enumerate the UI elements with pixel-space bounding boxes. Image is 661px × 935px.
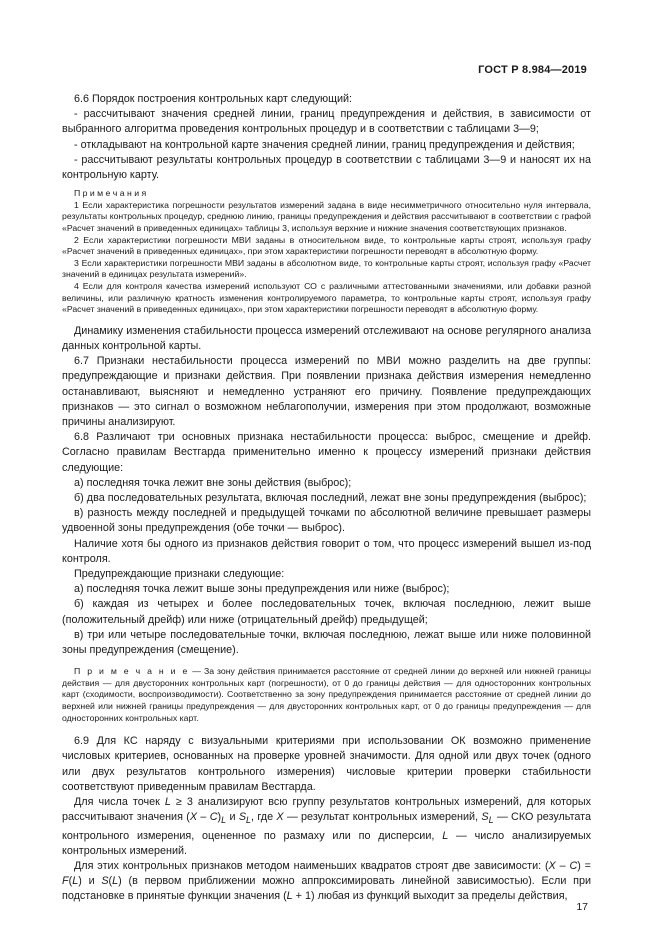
section-6-6-title: 6.6 Порядок построения контрольных карт следующий: (74, 93, 353, 105)
dynamics-paragraph: Динамику изменения стабильности процесса измерений отслеживают на основе регулярного анализа данных контрольной карты. (62, 324, 591, 352)
note-zones-text: — За зону действия принимается расстояние от средней линии до верхней или нижней границы действия — для двусторонних контрольных карт (погрешности), от 0 до границы действия — для односторонних контрольных карт (сходимости, воспроизводимости). Соответственно за зону предупреждения принимается расстояние от средней линии до верхней или нижней границы предупреждения — для двусторонних контрольных карт, от 0 до границы предупреждения — для односторонних контрольных карт. (62, 666, 592, 723)
page-number: 17 (576, 901, 588, 913)
section-6-8-intro: 6.8 Различают три основных признака нестабильности процесса: выброс, смещение и дрейф. Согласно правилам Вестгарда применительно именно к процессу измерений признаки действия следующие: (62, 431, 591, 474)
note-4: 4 Если для контроля качества измерений используют СО с различными аттестованными значениями, или добавки разной величины, или различную кратность изменения контролируемого параметра, то контрольные карты строят, используя графу «Расчет значений в приведенных единицах», при этом характеристики погрешности переводят в абсолютную форму. (62, 280, 591, 315)
warning-sign-b: б) каждая из четырех и более последовательных точек, включая последнюю, лежит выше (положительный дрейф) или ниже (отрицательный дрейф) предыдущей; (62, 598, 591, 626)
page-content (62, 92, 591, 905)
section-6-9: 6.9 Для КС наряду с визуальными критериями при использовании ОК возможно применение числовых критериев, основанных на проверке уровней значимости. Для одной или двух точек (одного или двух результатов контрольного измерения) числовые критерии проверки стабильности соответствуют приведенным правилам Вестгарда. (62, 735, 591, 793)
section-6-7: 6.7 Признаки нестабильности процесса измерений по МВИ можно разделить на две группы: предупреждающие и признаки действия. При появлении признака действия измерения немедленно останавливают, выясняют и немедленно устраняют его причину. Появление предупреждающих признаков — это сигнал о возможном неблагополучии, измерения при этом продолжают, возможные причины анализируют. (62, 355, 591, 428)
note-zones (62, 666, 591, 724)
section-6-6-item-3: - рассчитывают результаты контрольных процедур в соответствии с таблицами 3—9 и наносят их на контрольную карту. (62, 153, 591, 182)
out-of-control-paragraph: Наличие хотя бы одного из признаков действия говорит о том, что процесс измерений вышел из-под контроля. (62, 537, 591, 565)
note-3: 3 Если характеристики погрешности МВИ заданы в абсолютном виде, то контрольные карты строят, используя графу «Расчет значений в единицах результата измерений». (62, 257, 591, 280)
note-1: 1 Если характеристика погрешности результатов измерений задана в виде несимметричного относительно нуля интервала, результаты контрольных процедур, среднюю линию, границы предупреждения и действия рассчитывают в соответствии с графой «Расчет значений в приведенных единицах» таблицы 3, используя верхние и нижние значения соответствующих признаков. (62, 199, 591, 233)
warning-sign-c: в) три или четыре последовательные точки, включая последнюю, лежат выше или ниже половинной зоны предупреждения (смещение). (62, 628, 591, 657)
note-2: 2 Если характеристики погрешности МВИ заданы в относительном виде, то контрольные карты строят, используя графу «Расчет значений в приведенных единицах», при этом характеристики погрешности переводят в абсолютную форму. (62, 234, 591, 257)
document-id: ГОСТ Р 8.984—2019 (478, 64, 587, 76)
note-zones-label: П р и м е ч а н и е (74, 666, 190, 677)
warning-sign-a: а) последняя точка лежит выше зоны предупреждения или ниже (выброс); (74, 583, 450, 596)
least-squares-paragraph: Для этих контрольных признаков методом наименьших квадратов строят две зависимости: (X – C) = F(L) и S(L) (в первом приближении можно аппроксимировать линейной зависимостью). Если при подстановке в принятые функции значения (L + 1) любая из функций выходит за пределы действия, (62, 859, 591, 903)
section-6-6-item-1: - рассчитывают значения средней линии, границ предупреждения и действия, в зависимости от выбранного алгоритма проведения контрольных процедур и в соответствии с таблицами 3—9; (62, 108, 591, 136)
section-6-6-item-2: - откладывают на контрольной карте значения средней линии, границ предупреждения и действия; (74, 138, 575, 151)
action-sign-a: а) последняя точка лежит вне зоны действия (выброс); (74, 476, 352, 489)
notes-heading: П р и м е ч а н и я (74, 188, 147, 199)
action-sign-c: в) разность между последней и предыдущей точками по абсолютной величине превышает размеры удвоенной зоны предупреждения (обе точки — выброс). (62, 507, 591, 535)
action-sign-b: б) два последовательных результата, включая последний, лежат вне зоны предупреждения (выброс); (74, 491, 587, 504)
points-count-paragraph: Для числа точек L ≥ 3 анализируют всю группу результатов контрольных измерений, для которых рассчитывают значения $(X - C)_L$ и $S_L$, где X — результат контрольных измерений, $S_L$ — СКО результата контрольного измерения, оцененное по размаху или по дисперсии, L — число анализируемых контрольных измерений. (62, 796, 592, 857)
warning-signs-title: Предупреждающие признаки следующие: (74, 568, 285, 580)
